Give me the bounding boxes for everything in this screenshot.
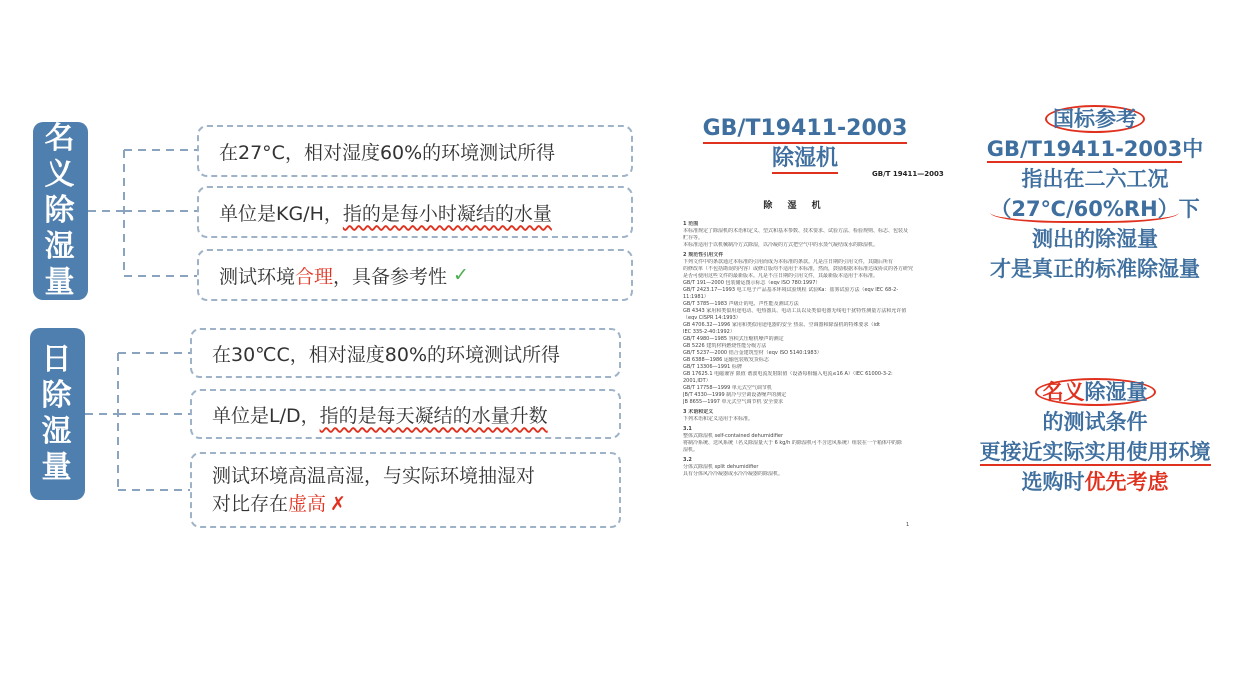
label-char: 量 — [41, 450, 74, 485]
label-char: 义 — [44, 157, 77, 192]
document-line: GB 4706.32—1996 家用和类似用途电器的安全 热泵、空调器和除湿机的特殊要求（idt — [683, 322, 881, 328]
standard-code: GB/T19411-2003 — [703, 116, 908, 144]
document-header-code: GB/T 19411—2003 — [872, 170, 944, 178]
circled-heading: 国标参考 — [1045, 105, 1145, 133]
document-line: GB/T 17758—1999 单元式空气调节机 — [683, 385, 772, 391]
document-line: 将制冷系统、送风系统（名义除湿量大于 6 kg/h 的除湿机可不含送风系统）组装在一个箱体中的除 — [683, 440, 902, 446]
standard-code: GB/T19411-2003 — [986, 137, 1183, 162]
cross-icon: ✗ — [330, 493, 346, 515]
label-char: 量 — [44, 265, 77, 300]
document-line: GB 17625.1 电磁兼容 限值 谐波电流发射限值（设备每相输入电流≤16 A）（IEC 61000-3-2: — [683, 371, 893, 377]
nominal-test-condition-card — [197, 125, 633, 177]
card-text: 单位是L/D， — [212, 404, 320, 427]
label-char: 日 — [41, 342, 74, 377]
daily-evaluation-card — [190, 452, 621, 528]
document-heading — [700, 114, 910, 173]
document-line: 3 术语和定义 — [683, 409, 714, 415]
note-text: 更接近实际实用使用环境 — [979, 440, 1211, 465]
document-line: 2001,IDT） — [683, 378, 711, 384]
note-text: 才是真正的标准除湿量 — [990, 257, 1200, 282]
document-line: GB 6388—1986 运输包装收发货标志 — [683, 357, 769, 363]
document-line: 湿机。 — [683, 447, 699, 453]
document-line: GB/T 2423.17—1993 电工电子产品基本环境试验规程 试验Ka：盐雾试验方法（eqv IEC 68-2- — [683, 287, 899, 293]
note-red-text: 优先考虑 — [1084, 470, 1169, 495]
document-line: GB/T 191—2000 包装储运图示标志（eqv ISO 780:1997） — [683, 280, 821, 286]
document-line: JB/T 4330—1999 制冷与空调设备噪声的测定 — [683, 392, 787, 398]
document-line: 3.1 — [683, 426, 692, 432]
document-title: 除 湿 机 — [763, 201, 827, 211]
card-text: 在30℃C，相对湿度80%的环境测试所得 — [212, 343, 561, 366]
note-text: 测出的除湿量 — [1032, 227, 1158, 252]
card-text: 测试环境高温高湿，与实际环境抽湿对 — [212, 464, 536, 487]
note-text: 中 — [1182, 137, 1204, 162]
note-text: 下 — [1178, 197, 1200, 222]
card-text: 单位是KG/H， — [219, 202, 343, 225]
document-body — [683, 218, 915, 530]
document-line: 下列文件中的条款通过本标准的引用而成为本标准的条款。凡是注日期的引用文件，其随后所有 — [683, 259, 894, 265]
document-line: （eqv CISPR 14:1993） — [683, 315, 741, 321]
label-char: 除 — [41, 378, 74, 413]
document-line: 整体式除湿机 self-contained dehumidifier — [683, 433, 784, 439]
card-text: ，具备参考性 — [333, 265, 448, 288]
document-line: GB/T 5237—2000 铝合金建筑型材（eqv ISO 5140:1983） — [683, 350, 822, 356]
label-char: 名 — [44, 121, 77, 156]
card-highlight-text: 指的是每小时凝结的水量 — [342, 202, 552, 225]
label-char: 湿 — [41, 414, 74, 449]
note-text: 的测试条件 — [1042, 410, 1148, 435]
document-line: JB 8655—1997 单元式空气调节机 安全要求 — [683, 399, 784, 405]
document-line: 3.2 — [683, 457, 692, 463]
document-line: GB/T 3785—1983 声级计的电、声性能及测试方法 — [683, 301, 799, 307]
document-line: 具有分体风冷冷凝器或水冷冷凝器的除湿机。 — [683, 471, 784, 477]
buying-advice-note — [945, 377, 1242, 497]
document-line: 分体式除湿机 split dehumidifier — [683, 464, 759, 470]
nominal-dehumidification-label — [33, 122, 88, 300]
document-line: 贮存等。 — [683, 235, 704, 241]
document-line: 是否可使用这些文件的最新版本。凡是不注日期的引用文件，其最新版本适用于本标准。 — [683, 273, 879, 279]
card-text: 测试环境 — [219, 265, 296, 288]
document-line: 的修改单（不包括勘误的内容）或修订版均不适用于本标准，然而，鼓励根据本标准达成协议的各方研究 — [683, 266, 914, 272]
circled-heading: 名义 — [1042, 380, 1085, 404]
page-number: 1 — [906, 522, 910, 528]
condition-text: （27℃/60%RH） — [990, 197, 1179, 222]
document-line: GB/T 13306—1991 标牌 — [683, 364, 742, 370]
document-line: GB 4343 家用和类似用途电动、电热器具、电动工具以及类似电器无线电干扰特性测量方法和允许值 — [683, 308, 907, 314]
card-red-text: 虚高 — [288, 493, 327, 515]
document-line: GB 5226 建筑材料燃烧性能分级方法 — [683, 343, 767, 349]
document-line: 本标准适用于以机械制冷方式除湿，以冷凝的方式把空气中的水蒸气凝结成水的除湿机。 — [683, 242, 879, 248]
document-line: 2 规范性引用文件 — [683, 252, 724, 258]
nominal-evaluation-card — [197, 249, 633, 301]
standard-reference-note — [945, 104, 1242, 284]
document-line: IEC 335-2-40:1992） — [683, 329, 735, 335]
label-char: 湿 — [44, 229, 77, 264]
note-text: 指出在二六工况 — [1021, 167, 1169, 192]
document-line: 下列术语和定义适用于本标准。 — [683, 416, 754, 422]
nominal-unit-card — [197, 186, 633, 238]
check-icon: ✓ — [453, 264, 469, 286]
document-line: GB/T 4980—1985 容积式压缩机噪声的测定 — [683, 336, 784, 342]
standard-name: 除湿机 — [772, 146, 838, 174]
document-line: 1 范围 — [683, 221, 699, 227]
daily-dehumidification-label — [30, 328, 85, 500]
document-line: 本标准规定了除湿机的术语和定义、型式和基本参数、技术要求、试验方法、检验规则、标志、包装及 — [683, 228, 909, 234]
daily-unit-card — [190, 389, 621, 439]
card-text: 对比存在 — [212, 493, 289, 515]
label-char: 除 — [44, 193, 77, 228]
card-highlight-text: 指的是每天凝结的水量升数 — [319, 404, 548, 427]
circled-heading: 除湿量 — [1084, 380, 1148, 404]
note-text: 选购时 — [1021, 470, 1085, 495]
card-red-text: 合理 — [295, 265, 334, 288]
card-text: 在27°C，相对湿度60%的环境测试所得 — [219, 141, 556, 164]
daily-test-condition-card — [190, 328, 621, 378]
document-line: 11:1981） — [683, 294, 709, 300]
